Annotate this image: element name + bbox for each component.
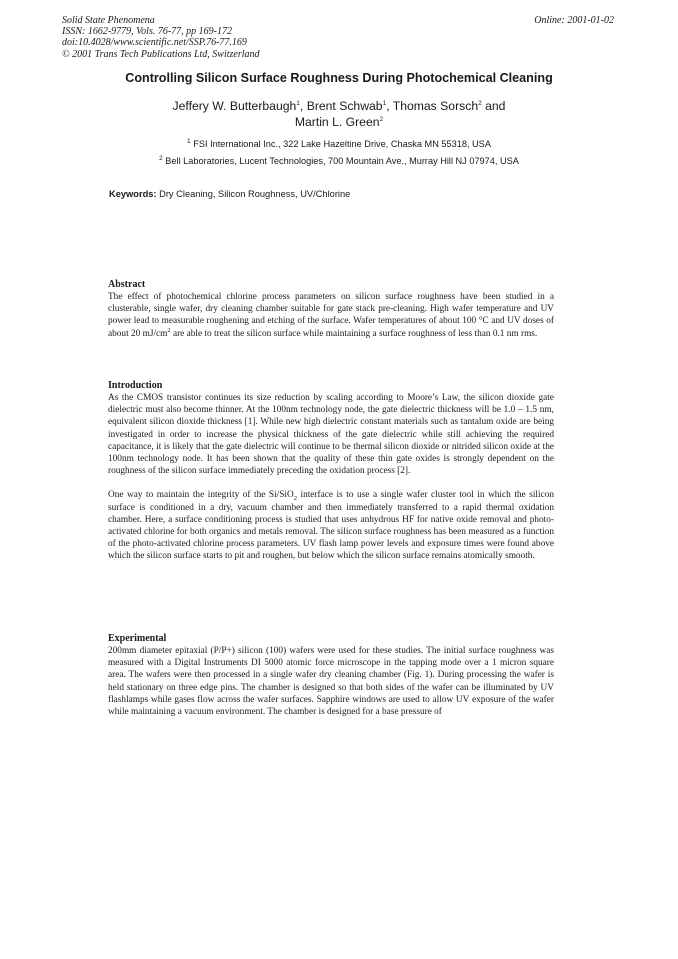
author-name: Martin L. Green [294, 115, 380, 129]
introduction-paragraph: As the CMOS transistor continues its size reduction by scaling according to Moore’s Law, the silicon dioxide gate dielectric must also become thinner. At the 100nm technology node, the gate dielectric thickness will be 1.0 – 1.5 nm, equivalent silicon dioxide thickness [1]. While new high dielectric constant materials such as tantalum oxide are being investigated in order to increase the physical thickness of the gate dielectric while still achieving the required capacitance, it is likely that the gate dielectric will continue to be thermal silicon dioxide or nitrided silicon oxide at the 100nm technology node. It has been shown that the quality of these thin gate oxides is strongly dependent on the roughness of the silicon surface immediately preceding the oxidation process [2]. [108, 393, 554, 477]
journal-name: Solid State Phenomena [62, 15, 155, 26]
author-affil-mark: 1 [382, 99, 387, 107]
author-affil-mark: 1 [296, 99, 300, 107]
affiliation-2 [0, 156, 678, 166]
affiliation-mark: 1 [187, 137, 191, 145]
experimental-section [108, 633, 554, 718]
introduction-section [108, 380, 554, 563]
abstract-paragraph: The effect of photochemical chlorine process parameters on silicon surface roughness have been studied in a clusterable, single wafer, dry cleaning chamber suitable for gate stack pre-cleaning. High wafer temperature and UV power lead to measurable roughening and etching of the surface. Wafer temperatures of about 100 °C and UV doses of about 20 $mJ/cm^2$ are able to treat the silicon surface while maintaining a surface roughness of less than 0.1 nm rms. [108, 292, 554, 339]
affiliation-text: FSI International Inc., 322 Lake Hazeltine Drive, Chaska MN 55318, USA [193, 139, 491, 149]
abstract-heading: Abstract [108, 279, 146, 290]
author-name: Thomas Sorsch [392, 99, 479, 113]
journal-header [62, 15, 260, 60]
introduction-heading: Introduction [108, 380, 163, 391]
paper-title: Controlling Silicon Surface Roughness During Photochemical Cleaning [125, 71, 553, 85]
introduction-paragraph: One way to maintain the integrity of the Si/SiO$_2$ interface is to use a single wafer cluster tool in which the silicon surface is conditioned in a dry, vacuum chamber and then immediately transferred to a rapid thermal oxidation chamber. Here, a surface conditioning process is studied that uses anhydrous HF for native oxide removal and photo-activated chlorine for both organics and metals removal. The silicon surface roughness has been measured as a function of the photo-activated chlorine process parameters. UV flash lamp power levels and exposure times were found above which the silicon surface starts to pit and roughen, but below which the silicon surface remains atomically smooth. [108, 490, 554, 562]
doi-line[interactable]: doi:10.4028/www.scientific.net/SSP.76-77.169 [62, 37, 247, 49]
online-date: Online: 2001-01-02 [534, 15, 614, 26]
affiliation-mark: 2 [159, 154, 163, 162]
affiliation-text: Bell Laboratories, Lucent Technologies, 700 Mountain Ave., Murray Hill NJ 07974, USA [165, 156, 519, 166]
author-list: Jeffery W. Butterbaugh$^1$, Brent Schwab$^1$, Thomas Sorsch$^2$ and Martin L. Green$^2$ [172, 99, 506, 129]
keywords-line [109, 189, 350, 199]
keywords-label: Keywords: [109, 189, 157, 199]
copyright-line: © 2001 Trans Tech Publications Ltd, Switzerland [62, 48, 260, 60]
author-affil-mark: 2 [478, 99, 482, 107]
author-affil-mark: 2 [379, 115, 384, 123]
author-name: Jeffery W. Butterbaugh [172, 99, 297, 113]
experimental-paragraph: 200mm diameter epitaxial (P/P+) silicon (100) wafers were used for these studies. The initial surface roughness was measured with a Digital Instruments DI 5000 atomic force microscope in the tapping mode over a 1 micron square area. The wafers were then processed in a single wafer dry cleaning chamber (Fig. 1). During processing the wafer is held stationary on three edge pins. The chamber is designed so that both sides of the wafer can be illuminated by UV flashlamps while gases flow across the wafer surfaces. Sapphire windows are used to allow UV exposure of the wafer while maintaining a vacuum environment. The chamber is designed for a base pressure of [108, 646, 554, 718]
abstract-section [108, 279, 554, 340]
affiliation-1 [0, 139, 678, 149]
experimental-heading: Experimental [108, 633, 167, 644]
author-name: Brent Schwab [306, 99, 383, 113]
keywords-text: Dry Cleaning, Silicon Roughness, UV/Chlorine [159, 189, 351, 199]
author-conjunction: and [485, 99, 506, 113]
issn-line: ISSN: 1662-9779, Vols. 76-77, pp 169-172 [62, 26, 232, 38]
